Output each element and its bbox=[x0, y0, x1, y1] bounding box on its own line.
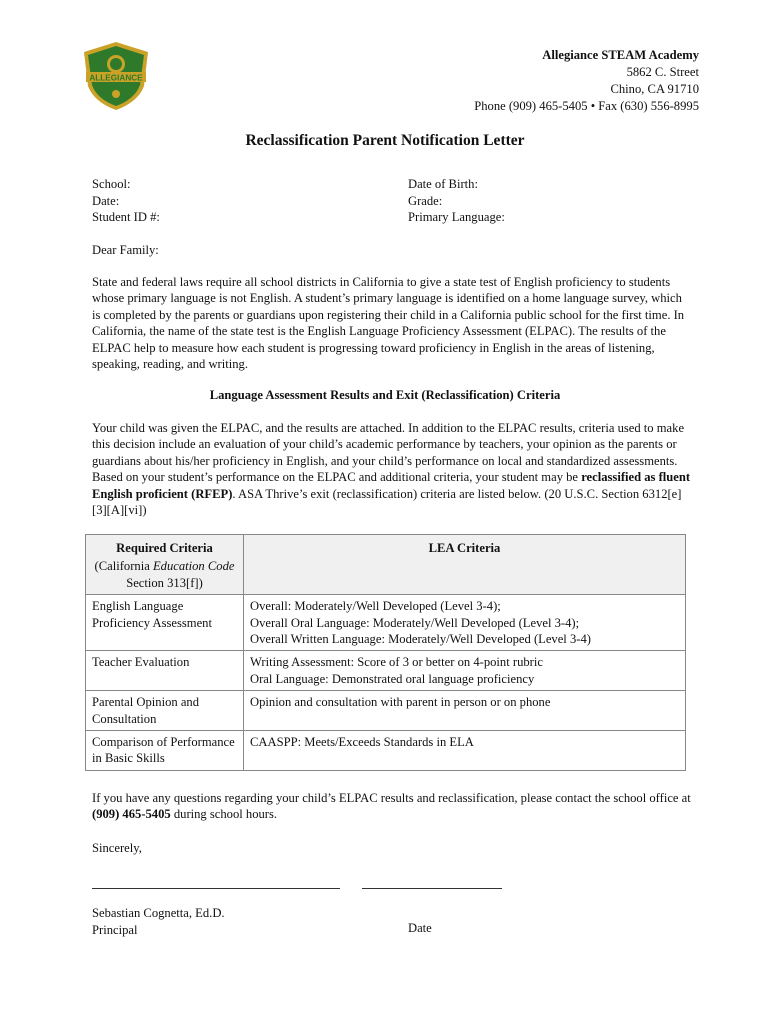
criterion-cell: Teacher Evaluation bbox=[86, 651, 244, 691]
signatory bbox=[92, 905, 225, 938]
school-contact: Phone (909) 465-5405 • Fax (630) 556-8995 bbox=[474, 99, 699, 113]
table-row bbox=[86, 691, 686, 731]
lea-cell: Writing Assessment: Score of 3 or better on 4-point rubric Oral Language: Demonstrated oral language proficiency bbox=[244, 651, 686, 691]
rfep-emphasis: reclassified as fluent English proficient (RFEP) bbox=[92, 470, 691, 501]
letter-title: Reclassification Parent Notification Letter bbox=[245, 132, 525, 149]
student-id-field-label: Student ID #: bbox=[92, 210, 160, 224]
dob-field-label: Date of Birth: bbox=[408, 177, 478, 191]
lea-cell: Opinion and consultation with parent in person or on phone bbox=[244, 691, 686, 731]
lea-cell: Overall: Moderately/Well Developed (Level 3-4); Overall Oral Language: Moderately/Well Developed (Level 3-4); Overall Written Language: Moderately/Well Developed (Level 3-4) bbox=[244, 595, 686, 651]
lea-cell: CAASPP: Meets/Exceeds Standards in ELA bbox=[244, 731, 686, 771]
required-criteria-header: Required Criteria (California Education Code Section 313[f]) bbox=[86, 535, 244, 595]
lea-criteria-header: LEA Criteria bbox=[244, 535, 686, 595]
table-row bbox=[86, 651, 686, 691]
date-field-label: Date: bbox=[92, 193, 120, 208]
signature-line bbox=[92, 888, 340, 889]
grade-field-label: Grade: bbox=[408, 193, 443, 208]
student-fields-left bbox=[92, 176, 160, 226]
primary-language-field-label: Primary Language: bbox=[408, 210, 505, 224]
table-row bbox=[86, 731, 686, 771]
school-name: Allegiance STEAM Academy bbox=[542, 48, 699, 62]
school-logo-icon bbox=[80, 40, 152, 112]
date-label: Date bbox=[408, 921, 432, 935]
results-paragraph: Your child was given the ELPAC, and the results are attached. In addition to the ELPAC results, criteria used to make this decision include an evaluation of your child’s academic performance by teachers, your opinion as the parents or guardians about his/her proficiency in English, and your child’s performance on local and standardized assessments. Based on your student’s performance on the ELPAC and additional criteria, your student may be reclassified as fluent English proficient (RFEP). ASA Thrive’s exit (reclassification) criteria are listed below. (20 U.S.C. Section 6312[e][3][A][vi]) bbox=[92, 421, 691, 518]
date-line bbox=[362, 888, 502, 889]
table-header-row bbox=[86, 535, 686, 595]
signatory-role: Principal bbox=[92, 922, 138, 937]
svg-text:ALLEGIANCE: ALLEGIANCE bbox=[89, 73, 143, 83]
school-field-label: School: bbox=[92, 177, 131, 191]
letterhead-address bbox=[474, 47, 699, 115]
criteria-subheading: Language Assessment Results and Exit (Reclassification) Criteria bbox=[209, 388, 561, 402]
criteria-table bbox=[85, 534, 686, 771]
closing-paragraph: If you have any questions regarding your child’s ELPAC results and reclassification, please contact the school office at (909) 465-5405 during school hours. bbox=[92, 791, 691, 822]
criterion-cell: Parental Opinion and Consultation bbox=[86, 691, 244, 731]
signatory-name: Sebastian Cognetta, Ed.D. bbox=[92, 906, 225, 920]
student-fields-right bbox=[408, 176, 505, 226]
sincerely: Sincerely, bbox=[92, 841, 142, 855]
phone-emphasis: (909) 465-5405 bbox=[92, 807, 171, 822]
intro-paragraph: State and federal laws require all school districts in California to give a state test of English proficiency to students whose primary language is not English. A student’s primary language is identified on a home language survey, which is completed by the parents or guardians upon registering their child in a California public school for the first time. In California, the name of the state test is the English Language Proficiency Assessment (ELPAC). The results of the ELPAC help to measure how each student is progressing toward proficiency in English in the areas of listening, speaking, reading, and writing. bbox=[92, 275, 685, 372]
school-city: Chino, CA 91710 bbox=[610, 82, 699, 96]
table-row bbox=[86, 595, 686, 651]
criterion-cell: Comparison of Performance in Basic Skills bbox=[86, 731, 244, 771]
school-street: 5862 C. Street bbox=[626, 65, 699, 79]
greeting: Dear Family: bbox=[92, 243, 159, 257]
criterion-cell: English Language Proficiency Assessment bbox=[86, 595, 244, 651]
